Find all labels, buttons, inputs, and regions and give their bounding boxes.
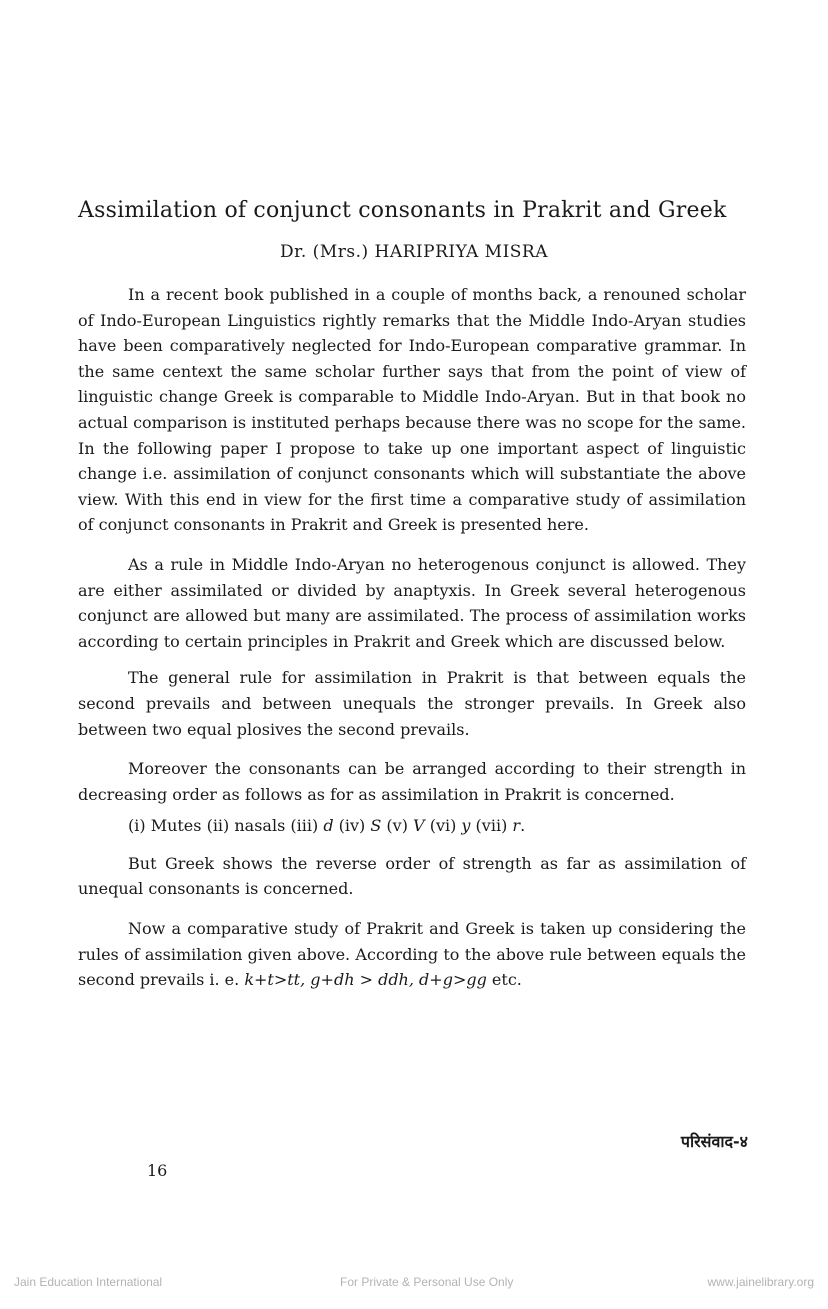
footer — [0, 1275, 828, 1293]
consonant-s: S — [370, 816, 382, 836]
footer-right: www.jainelibrary.org — [707, 1275, 814, 1289]
consonant-y: y — [461, 816, 471, 836]
consonant-strength-list: (i) Mutes (ii) nasals (iii) d (iv) S (v) V (vi) y (vii) r. — [128, 816, 526, 836]
author-name: Dr. (Mrs.) HARIPRIYA MISRA — [279, 242, 549, 262]
article-body — [78, 282, 746, 993]
consonant-r: r — [512, 816, 521, 836]
paragraph-6: Now a comparative study of Prakrit and Greek is taken up considering the rules of assimilation given above. According to the above rule between equals the second prevails i. e. k+t>tt, g+dh > ddh, d+g>gg etc. — [78, 919, 746, 990]
paragraph-3: The general rule for assimilation in Prakrit is that between equals the second prevails and between unequals the stronger prevails. In Greek also between two equal plosives the second prevails. — [78, 668, 746, 739]
paragraph-1: In a recent book published in a couple of months back, a renouned scholar of Indo-European Linguistics rightly remarks that the Middle Indo-Aryan studies have been comparatively neglected for Indo-European comparative grammar. In the same centext the same scholar further says that from the point of view of linguistic change Greek is comparable to Middle Indo-Aryan. But in that book no actual comparison is instituted perhaps because there was no scope for the same. In the following paper I propose to take up one important aspect of linguistic change i.e. assimilation of conjunct consonants which will substantiate the above view. With this end in view for the first time a comparative study of assimilation of conjunct consonants in Prakrit and Greek is presented here. — [78, 285, 746, 535]
formula-1: k+t>tt, — [244, 970, 306, 990]
paragraph-4: Moreover the consonants can be arranged according to their strength in decreasing order as follows as for as assimilation in Prakrit is concerned. — [78, 759, 746, 804]
article-title: Assimilation of conjunct consonants in Prakrit and Greek — [78, 198, 727, 223]
footer-center: For Private & Personal Use Only — [340, 1275, 514, 1289]
footer-left: Jain Education International — [14, 1275, 163, 1289]
paragraph-2: As a rule in Middle Indo-Aryan no heterogenous conjunct is allowed. They are either assimilated or divided by anaptyxis. In Greek several heterogenous conjunct are allowed but many are assimilated. The process of assimilation works according to certain principles in Prakrit and Greek which are discussed below. — [78, 554, 746, 651]
paragraph-5: But Greek shows the reverse order of strength as far as assimilation of unequal consonants is concerned. — [78, 853, 746, 899]
page-number: 16 — [147, 1161, 168, 1180]
journal-label: परिसंवाद-४ — [680, 1132, 748, 1151]
consonant-d: d — [323, 816, 334, 836]
formula-3: d+g>gg — [419, 970, 487, 990]
consonant-v: V — [413, 816, 425, 836]
formula-2: g+dh > ddh, — [310, 970, 414, 990]
